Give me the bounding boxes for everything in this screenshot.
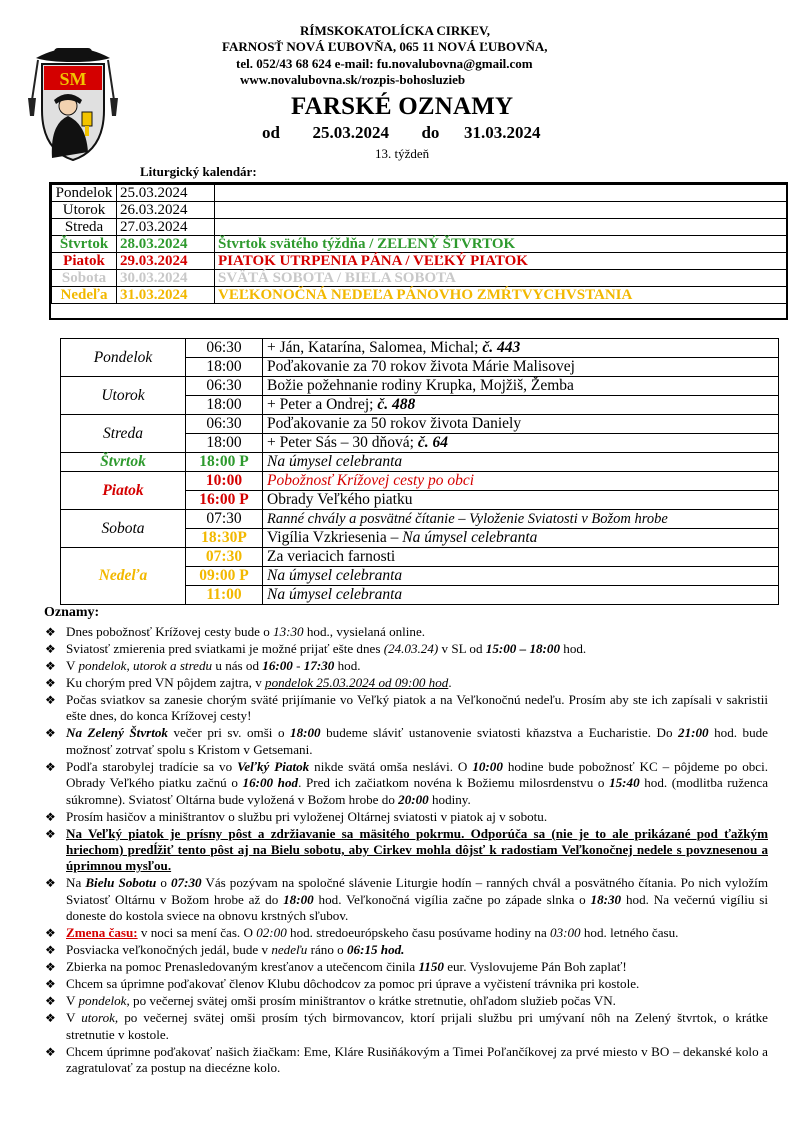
mass-intention: Ranné chvály a posvätné čítanie – Vyloženie Sviatosti v Božom hrobe <box>263 510 779 529</box>
text: . Pred ich začiatkom novéna k Božiemu milosrdenstvu o <box>298 775 610 791</box>
mass-time: 09:00 P <box>186 567 263 586</box>
diamond-bullet-icon: ❖ <box>45 693 56 707</box>
calendar-day: Streda <box>52 219 117 236</box>
text: 06:15 hod. <box>346 942 405 958</box>
diamond-bullet-icon: ❖ <box>45 642 56 656</box>
mass-intention: Obrady Veľkého piatku <box>263 491 779 510</box>
intention-text: Vigília Vzkriesenia – <box>267 529 403 546</box>
mass-row <box>61 548 779 567</box>
mass-row <box>61 472 779 491</box>
list-item <box>42 675 768 691</box>
text: pondelok, <box>78 993 130 1009</box>
liturgical-calendar-table <box>51 184 788 304</box>
calendar-row <box>52 270 788 287</box>
list-item <box>42 942 768 958</box>
text: 21:00 <box>678 725 709 741</box>
calendar-text: Štvrtok svätého týždňa / ZELENÝ ŠTVRTOK <box>215 236 788 253</box>
mass-row <box>61 415 779 434</box>
calendar-date: 29.03.2024 <box>117 253 215 270</box>
mass-intention <box>263 396 779 415</box>
text: hod. Na večernú vigíliu si doneste do kostola sviece na obnovu krstných sľubov. <box>66 891 768 924</box>
text: Chcem úprimne poďakovať našich žiačkam: Eme, Kláre Rusiňákovým a Timei Poľančíkovej za prvé miesto v BO – dekanské kolo a zagratulovať za postup na diecézne kolo. <box>66 1043 768 1076</box>
text: Na Zelený Štvrtok <box>66 725 168 741</box>
date-do-label: do <box>421 123 440 142</box>
calendar-date: 28.03.2024 <box>117 236 215 253</box>
diamond-bullet-icon: ❖ <box>45 809 56 824</box>
text: Na Veľký piatok je prísny pôst a zdržiavanie sa mäsitého pokrmu. Odporúča sa (nie je to ale prikázané pod ťažkým hriechom) predĺžiť tento pôst aj na Bielu sobotu, aby Cirkev mohla dôjsť k radostiam Veľkonočnej nedele s povznesenou a úprimnou mysľou. <box>66 825 768 874</box>
calendar-row <box>52 219 788 236</box>
page-title: FARSKÉ OZNAMY <box>291 93 514 120</box>
diamond-bullet-icon: ❖ <box>45 926 56 941</box>
diamond-bullet-icon: ❖ <box>45 1011 56 1026</box>
text: o <box>156 875 171 891</box>
calendar-day: Pondelok <box>52 185 117 202</box>
mass-intention: Poďakovanie za 50 rokov života Daniely <box>263 415 779 434</box>
mass-intention: Na úmysel celebranta <box>263 586 779 605</box>
text: Počas sviatkov sa zanesie chorým sväté prijímanie vo Veľký piatok a na Veľkonočnú nedeľu. Prosím aby ste ich zapísali v sakristii ešte dnes, do konca Krížovej cesty! <box>66 692 768 724</box>
mass-row <box>61 510 779 529</box>
text: 16:00 hod <box>242 775 299 791</box>
mass-time: 18:00 <box>186 358 263 377</box>
calendar-text: VEĽKONOČNÁ NEDEĽA PÁNOVHO ZMŔTVYCHVSTANIA <box>215 287 788 304</box>
diamond-bullet-icon: ❖ <box>45 826 56 841</box>
mass-intention: Na úmysel celebranta <box>263 453 779 472</box>
mass-day: Utorok <box>61 377 186 415</box>
intention-text: + Peter a Ondrej; <box>267 396 378 413</box>
text: . <box>448 675 452 690</box>
diamond-bullet-icon: ❖ <box>45 726 56 741</box>
text: hod. letného času. <box>580 925 679 941</box>
text: Chcem sa úprimne poďakovať členov Klubu dôchodcov za pomoc pri úprave a vyčistení trávnika pri kostole. <box>66 976 640 992</box>
diamond-bullet-icon: ❖ <box>45 876 56 891</box>
list-item <box>42 658 768 674</box>
mass-day: Štvrtok <box>61 453 186 472</box>
text: hod. <box>334 658 361 673</box>
text: Ku chorým pred VN pôjdem zajtra, v <box>66 675 266 690</box>
calendar-day: Piatok <box>52 253 117 270</box>
text: pondelok 25.03.2024 od 09:00 hod <box>265 675 449 690</box>
parish-logo-icon <box>28 40 118 162</box>
intention-number: č. 64 <box>417 434 448 451</box>
calendar-date: 27.03.2024 <box>117 219 215 236</box>
mass-time: 18:00 <box>186 396 263 415</box>
mass-time: 06:30 <box>186 415 263 434</box>
mass-row <box>61 377 779 396</box>
date-range <box>262 123 540 143</box>
diamond-bullet-icon: ❖ <box>45 659 56 673</box>
mass-time: 07:30 <box>186 548 263 567</box>
intention-number: č. 443 <box>482 339 521 356</box>
text: - <box>292 658 304 673</box>
calendar-text <box>215 202 788 219</box>
list-item <box>42 925 768 941</box>
text: 15:40 <box>609 775 640 791</box>
text: budeme sláviť ustanovenie sviatosti kňazstva a Eucharistie. Do <box>320 725 679 741</box>
mass-intention <box>263 339 779 358</box>
announcements-heading: Oznamy: <box>44 605 100 620</box>
text: hod. Veľkonočná vigília začne po západe slnka o <box>313 891 591 907</box>
text: v noci sa mení čas. O <box>137 925 257 941</box>
mass-row <box>61 339 779 358</box>
calendar-row <box>52 202 788 219</box>
calendar-row <box>52 287 788 304</box>
date-od-label: od <box>262 123 280 142</box>
text: večer pri sv. omši o <box>167 725 291 741</box>
mass-time: 18:00 P <box>186 453 263 472</box>
text: 20:00 <box>398 791 429 807</box>
text: hod. bude možnosť zotrvať spolu s Kristom v Getsemani. <box>66 725 768 757</box>
calendar-row <box>52 236 788 253</box>
calendar-day: Štvrtok <box>52 236 117 253</box>
mass-intention: Poďakovanie za 70 rokov života Márie Malisovej <box>263 358 779 377</box>
header-line-1: RÍMSKOKATOLÍCKA CIRKEV, <box>300 23 490 38</box>
text: hodiny. <box>428 791 471 807</box>
mass-time: 10:00 <box>186 472 263 491</box>
mass-intention: Božie požehnanie rodiny Krupka, Mojžiš, Žemba <box>263 377 779 396</box>
diamond-bullet-icon: ❖ <box>45 960 56 975</box>
mass-intention: Pobožnosť Krížovej cesty po obci <box>263 472 779 491</box>
list-item <box>42 809 768 825</box>
text: Podľa starobylej tradície sa vo <box>66 758 238 774</box>
diamond-bullet-icon: ❖ <box>45 1044 56 1059</box>
text: 10:00 <box>472 758 503 774</box>
diamond-bullet-icon: ❖ <box>45 994 56 1009</box>
text: Sviatosť zmierenia pred sviatkami je možné prijať ešte dnes <box>66 641 384 656</box>
list-item <box>42 641 768 657</box>
mass-intention: Na úmysel celebranta <box>263 567 779 586</box>
mass-time: 18:00 <box>186 434 263 453</box>
calendar-day: Utorok <box>52 202 117 219</box>
list-item <box>42 993 768 1009</box>
mass-time: 18:30P <box>186 529 263 548</box>
text: Bielu Sobotu <box>85 875 157 891</box>
mass-time: 07:30 <box>186 510 263 529</box>
diamond-bullet-icon: ❖ <box>45 625 56 639</box>
calendar-text <box>215 219 788 236</box>
text: Zbierka na pomoc Prenasledovaným kresťanov a utečencom činila <box>66 959 419 975</box>
intention-text: + Ján, Katarína, Salomea, Michal; <box>267 339 483 356</box>
text: 15:00 – 18:00 <box>485 641 560 656</box>
mass-intention <box>263 529 779 548</box>
list-item <box>42 725 768 758</box>
mass-time: 06:30 <box>186 377 263 396</box>
text: po večernej svätej omši prosím miništrantov o krátke stretnutie, ohľadom služieb počas VN. <box>129 993 616 1009</box>
week-number: 13. týždeň <box>375 146 430 161</box>
list-item <box>42 976 768 992</box>
text: Posviacka veľkonočných jedál, bude v <box>66 942 272 958</box>
intention-text: + Peter Sás – 30 dňová; <box>267 434 418 451</box>
date-to: 31.03.2024 <box>463 123 541 142</box>
mass-time: 11:00 <box>186 586 263 605</box>
text: ráno o <box>307 942 347 958</box>
text: v SL od <box>438 641 486 656</box>
mass-schedule-table <box>60 338 779 605</box>
text: 13:30 <box>273 624 304 639</box>
list-item <box>42 759 768 808</box>
mass-day: Pondelok <box>61 339 186 377</box>
list-item <box>42 692 768 725</box>
list-item <box>42 959 768 975</box>
logo-letters: SM <box>59 69 87 89</box>
text: (24.03.24) <box>383 641 439 656</box>
calendar-day: Nedeľa <box>52 287 117 304</box>
calendar-row <box>52 185 788 202</box>
calendar-text: SVÄTÁ SOBOTA / BIELA SOBOTA <box>215 270 788 287</box>
text: eur. Vyslovujeme Pán Boh zaplať! <box>443 959 627 975</box>
list-item <box>42 624 768 640</box>
list-item <box>42 1010 768 1043</box>
diamond-bullet-icon: ❖ <box>45 676 56 690</box>
text: u nás od <box>212 658 263 673</box>
mass-day: Piatok <box>61 472 186 510</box>
text: V <box>66 658 79 673</box>
text: hod., vysielaná online. <box>303 624 426 639</box>
calendar-date: 26.03.2024 <box>117 202 215 219</box>
header-line-3: tel. 052/43 68 624 e-mail: fu.novalubovna@gmail.com <box>236 56 533 71</box>
text: hod. <box>560 641 587 656</box>
diamond-bullet-icon: ❖ <box>45 759 56 774</box>
mass-intention <box>263 434 779 453</box>
date-from: 25.03.2024 <box>312 123 389 142</box>
mass-intention: Za veriacich farnosti <box>263 548 779 567</box>
text: Veľký Piatok <box>237 758 310 774</box>
list-item <box>42 826 768 875</box>
calendar-text: PIATOK UTRPENIA PÁNA / VEĽKÝ PIATOK <box>215 253 788 270</box>
mass-time: 16:00 P <box>186 491 263 510</box>
header-line-4: www.novalubovna.sk/rozpis-bohosluzieb <box>240 72 466 87</box>
text: 18:30 <box>590 891 622 907</box>
calendar-date: 25.03.2024 <box>117 185 215 202</box>
text: hod. (modlitba ruženca súkromne). Sviatosť Oltárna bude vyložená v Božom hrobe do <box>66 775 768 807</box>
announcements-list <box>42 624 768 1077</box>
intention-number: č. 488 <box>377 396 416 413</box>
text: 16:00 <box>262 658 293 673</box>
mass-time: 06:30 <box>186 339 263 358</box>
calendar-row <box>52 253 788 270</box>
text: utorok, <box>81 1010 119 1026</box>
text: pondelok, utorok a stredu <box>78 658 213 673</box>
text: Prosím hasičov a miništrantov o službu pri vyloženej Oltárnej sviatosti v piatok aj v sobotu. <box>66 808 548 824</box>
text: V <box>66 993 79 1009</box>
intention-text-italic: Na úmysel celebranta <box>402 529 538 546</box>
list-item <box>42 1044 768 1077</box>
text: 17:30 <box>303 658 335 673</box>
text: 07:30 <box>170 875 202 891</box>
text: hod. stredoeurópskeho času posúvame hodiny na <box>286 925 551 941</box>
text: Vás pozývam na spoločné slávenie Liturgie hodín – ranných chvál a posvätného čítania. Po nich vyložím Sviatosť Oltárnu v Božom hrobe až do <box>66 875 769 907</box>
calendar-date: 30.03.2024 <box>117 270 215 287</box>
text: po večernej svätej omši prosím tých birmovancov, ktorí prijali službu pri umývaní nôh na Zelený štvrtok, o krátke stretnutie v kostole. <box>66 1010 768 1042</box>
text: Dnes pobožnosť Krížovej cesty bude o <box>66 624 274 639</box>
text: nikde svätá omša neslávi. O <box>309 758 473 774</box>
mass-day: Nedeľa <box>61 548 186 605</box>
calendar-day: Sobota <box>52 270 117 287</box>
diamond-bullet-icon: ❖ <box>45 943 56 958</box>
text: Na <box>66 875 86 891</box>
text: Zmena času: <box>66 925 138 941</box>
list-item <box>42 875 768 924</box>
text: hodine bude pobožnosť KC – pôjdeme po obci. Obrady Veľkého piatku začnú o <box>66 758 769 791</box>
header-line-2: FARNOSŤ NOVÁ ĽUBOVŇA, 065 11 NOVÁ ĽUBOVŇA, <box>222 39 548 54</box>
text: V <box>66 1010 82 1026</box>
mass-day: Streda <box>61 415 186 453</box>
text: 1150 <box>418 959 444 975</box>
calendar-text <box>215 185 788 202</box>
mass-day: Sobota <box>61 510 186 548</box>
calendar-date: 31.03.2024 <box>117 287 215 304</box>
diamond-bullet-icon: ❖ <box>45 977 56 992</box>
text: nedeľu <box>271 942 308 958</box>
calendar-label: Liturgický kalendár: <box>140 164 257 179</box>
text: 18:00 <box>290 725 321 741</box>
text: 03:00 <box>550 925 581 941</box>
mass-row <box>61 453 779 472</box>
text: 18:00 <box>283 891 314 907</box>
text: 02:00 <box>256 925 287 941</box>
